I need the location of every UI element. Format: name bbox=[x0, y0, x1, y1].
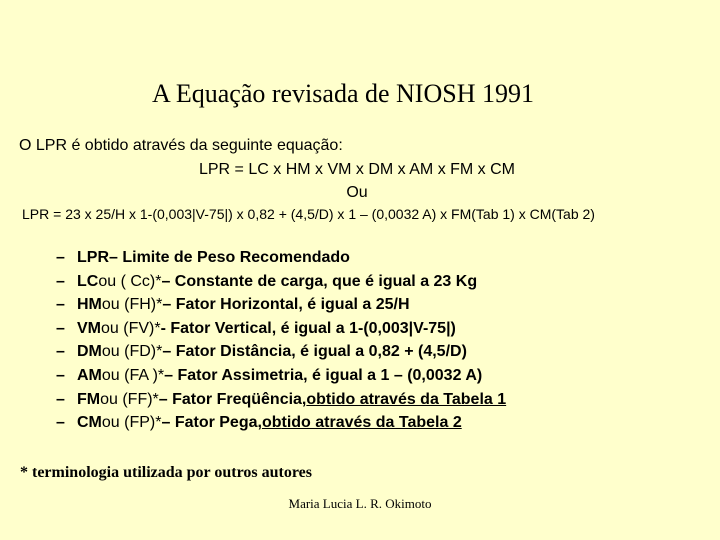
term-code: FM bbox=[77, 390, 101, 408]
term-desc: – Fator Assimetria, é igual a 1 – (0,0032 A) bbox=[164, 366, 483, 384]
term-code: VM bbox=[77, 319, 101, 337]
term-alt: ou (FV)* bbox=[101, 319, 161, 337]
or-text: Ou bbox=[346, 184, 368, 201]
bullet-dash: – bbox=[56, 296, 65, 314]
term-code: DM bbox=[77, 343, 102, 361]
term-desc: – Constante de carga, que é igual a 23 Kg bbox=[161, 272, 478, 290]
list-item bbox=[56, 248, 506, 272]
bullet-dash: – bbox=[56, 319, 65, 337]
footnote: * terminologia utilizada por outros autores bbox=[20, 464, 312, 481]
expanded-equation: LPR = 23 x 25/H x 1-(0,003|V-75|) x 0,82 + (4,5/D) x 1 – (0,0032 A) x FM(Tab 1) x CM(Tab 2) bbox=[22, 206, 595, 222]
list-item bbox=[56, 390, 506, 414]
bullet-dash: – bbox=[56, 249, 65, 266]
bullet-dash: – bbox=[56, 414, 65, 432]
term-desc: – Fator Pega, bbox=[161, 414, 262, 432]
bullet-dash: – bbox=[56, 390, 65, 408]
bullet-dash: – bbox=[56, 343, 65, 361]
term-alt: ou (FD)* bbox=[101, 343, 163, 361]
term-code: HM bbox=[77, 296, 102, 314]
list-item bbox=[56, 413, 506, 437]
list-item bbox=[56, 319, 506, 343]
term-alt: ou (FF)* bbox=[100, 390, 159, 408]
term-alt: ou (FH)* bbox=[101, 296, 163, 314]
term-desc: - Fator Vertical, é igual a 1-(0,003|V-75|) bbox=[160, 319, 456, 337]
main-equation: LPR = LC x HM x VM x DM x AM x FM x CM bbox=[198, 161, 516, 178]
term-alt: ou (FA )* bbox=[101, 366, 165, 384]
term-code: AM bbox=[77, 366, 102, 384]
list-item bbox=[56, 342, 506, 366]
table-reference: obtido através da Tabela 2 bbox=[261, 414, 462, 432]
term-alt: ou ( Cc)* bbox=[98, 272, 162, 290]
bullet-dash: – bbox=[56, 272, 65, 290]
bullet-dash: – bbox=[56, 366, 65, 384]
list-item bbox=[56, 272, 506, 296]
term-desc: – Fator Horizontal, é igual a 25/H bbox=[162, 296, 410, 314]
term-desc: – Fator Freqüência, bbox=[158, 390, 307, 408]
table-reference: obtido através da Tabela 1 bbox=[306, 390, 507, 408]
term-code: LPR bbox=[77, 249, 109, 266]
slide-title: A Equação revisada de NIOSH 1991 bbox=[152, 79, 534, 108]
term-desc: – Fator Distância, é igual a 0,82 + (4,5/D) bbox=[162, 343, 467, 361]
term-code: LC bbox=[77, 272, 99, 290]
author-credit: Maria Lucia L. R. Okimoto bbox=[288, 496, 432, 511]
term-desc: – Limite de Peso Recomendado bbox=[109, 249, 350, 266]
list-item bbox=[56, 295, 506, 319]
definitions-list bbox=[56, 248, 506, 437]
term-alt: ou (FP)* bbox=[101, 414, 162, 432]
intro-text: O LPR é obtido através da seguinte equação: bbox=[19, 137, 343, 154]
list-item bbox=[56, 366, 506, 390]
term-code: CM bbox=[77, 414, 102, 432]
